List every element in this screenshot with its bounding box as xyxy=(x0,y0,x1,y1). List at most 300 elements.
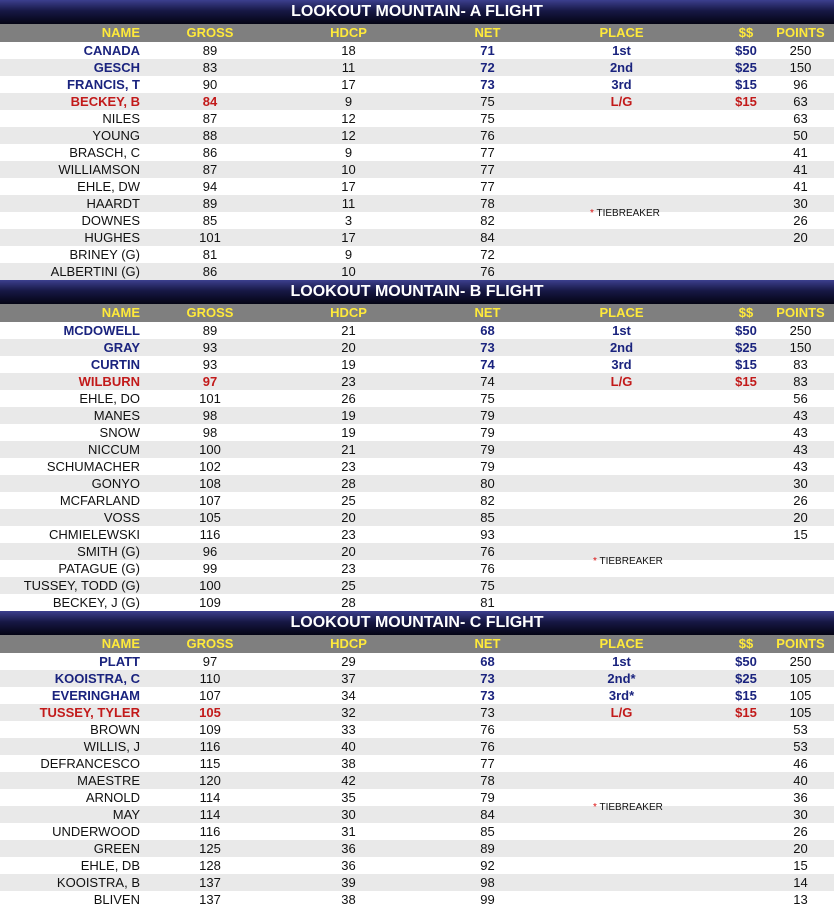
cell-name: VOSS xyxy=(103,510,140,525)
cell-place xyxy=(558,246,685,263)
cell-hdcp: 3 xyxy=(344,213,353,228)
cell-gross: 114 xyxy=(199,807,221,822)
cell-hdcp: 38 xyxy=(341,892,356,907)
table-row xyxy=(0,144,834,161)
cell-money: $25 xyxy=(735,340,757,355)
table-row xyxy=(0,110,834,127)
cell-net: 79 xyxy=(480,408,495,423)
cell-gross: 98 xyxy=(202,425,218,440)
table-row xyxy=(0,840,834,857)
cell-money xyxy=(685,823,767,840)
cell-gross: 96 xyxy=(202,544,218,559)
cell-points: 53 xyxy=(793,722,808,737)
cell-points: 56 xyxy=(793,391,808,406)
cell-money xyxy=(685,195,767,212)
table-row xyxy=(0,594,834,611)
cell-hdcp: 20 xyxy=(341,340,356,355)
cell-place xyxy=(558,424,685,441)
cell-net: 84 xyxy=(480,807,495,822)
cell-net: 79 xyxy=(480,790,495,805)
column-header-place: PLACE xyxy=(599,25,644,40)
cell-net: 68 xyxy=(480,654,495,669)
cell-hdcp: 32 xyxy=(341,705,356,720)
column-header-points: POINTS xyxy=(776,636,825,651)
cell-money xyxy=(685,840,767,857)
cell-place: 3rd* xyxy=(608,688,635,703)
cell-net: 71 xyxy=(480,43,495,58)
cell-points: 14 xyxy=(793,875,808,890)
cell-net: 79 xyxy=(480,425,495,440)
cell-name: MCFARLAND xyxy=(59,493,140,508)
cell-net: 76 xyxy=(480,544,495,559)
cell-money xyxy=(685,492,767,509)
table-row xyxy=(0,390,834,407)
flight-section xyxy=(0,280,834,611)
cell-gross: 105 xyxy=(199,510,221,525)
cell-name: WILLIAMSON xyxy=(58,162,140,177)
cell-place xyxy=(558,390,685,407)
cell-place xyxy=(558,144,685,161)
cell-points: 20 xyxy=(793,230,808,245)
table-row xyxy=(0,891,834,908)
cell-hdcp: 33 xyxy=(341,722,356,737)
table-row xyxy=(0,441,834,458)
table-row xyxy=(0,704,834,721)
cell-name: SCHUMACHER xyxy=(46,459,140,474)
tiebreaker-note xyxy=(593,556,663,567)
table-row xyxy=(0,653,834,670)
cell-money xyxy=(685,161,767,178)
cell-hdcp: 17 xyxy=(341,230,356,245)
table-row xyxy=(0,373,834,390)
cell-name: EHLE, DB xyxy=(80,858,140,873)
cell-place xyxy=(558,823,685,840)
tiebreaker-label: TIEBREAKER xyxy=(593,208,660,219)
cell-money: $25 xyxy=(735,671,757,686)
cell-net: 81 xyxy=(480,595,495,610)
cell-place xyxy=(558,110,685,127)
cell-points: 83 xyxy=(793,374,808,389)
cell-place xyxy=(558,772,685,789)
cell-net: 98 xyxy=(480,875,495,890)
cell-name: GESCH xyxy=(93,60,140,75)
cell-hdcp: 40 xyxy=(341,739,356,754)
cell-hdcp: 25 xyxy=(341,493,356,508)
cell-hdcp: 34 xyxy=(341,688,356,703)
cell-hdcp: 11 xyxy=(341,60,356,75)
cell-name: MANES xyxy=(93,408,140,423)
cell-name: EVERINGHAM xyxy=(51,688,140,703)
cell-name: GONYO xyxy=(91,476,140,491)
cell-hdcp: 19 xyxy=(341,408,356,423)
cell-gross: 93 xyxy=(202,340,218,355)
flight-title: LOOKOUT MOUNTAIN- A FLIGHT xyxy=(0,0,834,24)
cell-name: WILLIS, J xyxy=(83,739,140,754)
cell-hdcp: 10 xyxy=(341,162,356,177)
table-row xyxy=(0,509,834,526)
cell-points: 250 xyxy=(789,43,812,58)
cell-gross: 101 xyxy=(199,230,221,245)
cell-net: 74 xyxy=(480,374,495,389)
cell-name: MAY xyxy=(112,807,140,822)
cell-gross: 81 xyxy=(202,247,218,262)
cell-net: 78 xyxy=(480,773,495,788)
cell-hdcp: 36 xyxy=(341,841,356,856)
cell-gross: 107 xyxy=(199,688,221,703)
cell-hdcp: 28 xyxy=(341,476,356,491)
cell-hdcp: 30 xyxy=(341,807,356,822)
table-row xyxy=(0,93,834,110)
cell-net: 77 xyxy=(480,162,495,177)
table-row xyxy=(0,543,834,560)
cell-name: HUGHES xyxy=(84,230,140,245)
cell-place xyxy=(558,509,685,526)
cell-name: BECKEY, B xyxy=(70,94,140,109)
cell-name: MAESTRE xyxy=(77,773,140,788)
cell-hdcp: 25 xyxy=(341,578,356,593)
cell-hdcp: 23 xyxy=(341,527,356,542)
column-header-net: NET xyxy=(474,25,501,40)
cell-place xyxy=(558,178,685,195)
cell-gross: 107 xyxy=(199,493,221,508)
cell-net: 73 xyxy=(480,77,495,92)
cell-gross: 93 xyxy=(202,357,218,372)
cell-name: TUSSEY, TYLER xyxy=(39,705,140,720)
cell-money xyxy=(685,577,767,594)
cell-hdcp: 19 xyxy=(341,357,356,372)
cell-place xyxy=(558,407,685,424)
cell-money: $15 xyxy=(735,77,757,92)
cell-net: 76 xyxy=(480,561,495,576)
cell-money: $15 xyxy=(735,705,757,720)
cell-net: 73 xyxy=(480,688,495,703)
cell-points: 15 xyxy=(793,858,808,873)
cell-net: 73 xyxy=(480,671,495,686)
cell-name: FRANCIS, T xyxy=(67,77,140,92)
cell-points: 26 xyxy=(793,493,808,508)
column-header-money: $$ xyxy=(738,305,754,320)
cell-hdcp: 38 xyxy=(341,756,356,771)
cell-points xyxy=(767,594,834,611)
cell-hdcp: 26 xyxy=(341,391,356,406)
cell-points: 43 xyxy=(793,442,808,457)
table-row xyxy=(0,492,834,509)
cell-net: 93 xyxy=(480,527,495,542)
cell-hdcp: 9 xyxy=(344,145,353,160)
cell-name: NILES xyxy=(102,111,140,126)
cell-points: 250 xyxy=(789,654,812,669)
cell-money xyxy=(685,144,767,161)
cell-place xyxy=(558,594,685,611)
cell-name: DEFRANCESCO xyxy=(40,756,140,771)
column-header-gross: GROSS xyxy=(186,636,234,651)
column-header-hdcp: HDCP xyxy=(330,305,367,320)
column-header-name: NAME xyxy=(101,636,140,651)
table-row xyxy=(0,789,834,806)
cell-money: $50 xyxy=(735,43,757,58)
table-row xyxy=(0,407,834,424)
cell-gross: 97 xyxy=(202,374,218,389)
cell-points: 26 xyxy=(793,824,808,839)
cell-name: UNDERWOOD xyxy=(52,824,140,839)
table-row xyxy=(0,823,834,840)
cell-gross: 87 xyxy=(202,162,218,177)
column-header-money: $$ xyxy=(738,636,754,651)
cell-name: WILBURN xyxy=(78,374,140,389)
cell-net: 82 xyxy=(480,213,495,228)
cell-gross: 99 xyxy=(202,561,218,576)
table-row xyxy=(0,356,834,373)
cell-name: BLIVEN xyxy=(93,892,140,907)
cell-name: CHMIELEWSKI xyxy=(48,527,140,542)
cell-net: 75 xyxy=(480,94,495,109)
cell-place xyxy=(558,738,685,755)
cell-gross: 120 xyxy=(199,773,221,788)
table-row xyxy=(0,458,834,475)
cell-money xyxy=(685,594,767,611)
tiebreaker-note xyxy=(590,208,660,219)
cell-net: 76 xyxy=(480,722,495,737)
cell-money xyxy=(685,772,767,789)
table-row xyxy=(0,670,834,687)
cell-money xyxy=(685,789,767,806)
cell-gross: 86 xyxy=(202,264,218,279)
cell-points xyxy=(767,543,834,560)
cell-gross: 116 xyxy=(199,739,221,754)
cell-points: 43 xyxy=(793,459,808,474)
cell-points: 30 xyxy=(793,807,808,822)
tiebreaker-star: * xyxy=(593,802,597,813)
cell-gross: 90 xyxy=(202,77,218,92)
cell-place: L/G xyxy=(610,374,633,389)
cell-money xyxy=(685,526,767,543)
cell-money xyxy=(685,441,767,458)
cell-place xyxy=(558,492,685,509)
cell-net: 82 xyxy=(480,493,495,508)
cell-hdcp: 29 xyxy=(341,654,356,669)
cell-name: BROWN xyxy=(90,722,140,737)
cell-name: BRASCH, C xyxy=(69,145,140,160)
cell-name: BRINEY (G) xyxy=(69,247,140,262)
column-header-place: PLACE xyxy=(599,305,644,320)
table-row xyxy=(0,560,834,577)
cell-gross: 89 xyxy=(202,196,218,211)
cell-name: GREEN xyxy=(93,841,140,856)
cell-gross: 88 xyxy=(202,128,218,143)
cell-name: ALBERTINI (G) xyxy=(50,264,140,279)
table-header xyxy=(0,24,834,42)
column-header-place: PLACE xyxy=(599,636,644,651)
cell-hdcp: 20 xyxy=(341,510,356,525)
cell-gross: 137 xyxy=(199,892,221,907)
cell-name: NICCUM xyxy=(88,442,140,457)
table-row xyxy=(0,212,834,229)
cell-hdcp: 21 xyxy=(341,442,356,457)
cell-net: 68 xyxy=(480,323,495,338)
cell-name: HAARDT xyxy=(86,196,140,211)
cell-points xyxy=(767,263,834,280)
cell-money xyxy=(685,475,767,492)
cell-gross: 100 xyxy=(199,442,221,457)
cell-hdcp: 37 xyxy=(341,671,356,686)
cell-points xyxy=(767,560,834,577)
cell-place: 2nd* xyxy=(607,671,636,686)
flight-title: LOOKOUT MOUNTAIN- C FLIGHT xyxy=(0,611,834,635)
cell-name: KOOISTRA, B xyxy=(56,875,140,890)
cell-money xyxy=(685,891,767,908)
tiebreaker-note xyxy=(593,802,663,813)
cell-name: CANADA xyxy=(83,43,140,58)
cell-gross: 86 xyxy=(202,145,218,160)
cell-net: 79 xyxy=(480,442,495,457)
cell-net: 72 xyxy=(480,60,495,75)
cell-net: 75 xyxy=(480,578,495,593)
table-row xyxy=(0,127,834,144)
cell-place: 2nd xyxy=(609,340,634,355)
cell-place xyxy=(558,721,685,738)
cell-net: 77 xyxy=(480,756,495,771)
cell-hdcp: 28 xyxy=(341,595,356,610)
cell-hdcp: 23 xyxy=(341,374,356,389)
cell-points: 50 xyxy=(793,128,808,143)
cell-money xyxy=(685,738,767,755)
flight-title: LOOKOUT MOUNTAIN- B FLIGHT xyxy=(0,280,834,304)
table-row xyxy=(0,76,834,93)
cell-gross: 83 xyxy=(202,60,218,75)
cell-net: 75 xyxy=(480,111,495,126)
cell-money xyxy=(685,390,767,407)
cell-place: 1st xyxy=(612,323,631,338)
column-header-hdcp: HDCP xyxy=(330,25,367,40)
cell-points: 41 xyxy=(793,179,808,194)
cell-points: 43 xyxy=(793,408,808,423)
cell-place xyxy=(558,458,685,475)
column-header-points: POINTS xyxy=(776,305,825,320)
table-row xyxy=(0,772,834,789)
cell-points: 40 xyxy=(793,773,808,788)
cell-points: 20 xyxy=(793,841,808,856)
cell-hdcp: 23 xyxy=(341,561,356,576)
cell-money: $50 xyxy=(735,323,757,338)
table-header xyxy=(0,635,834,653)
cell-gross: 115 xyxy=(199,756,221,771)
cell-money: $25 xyxy=(735,60,757,75)
cell-gross: 114 xyxy=(199,790,221,805)
cell-points: 30 xyxy=(793,476,808,491)
cell-net: 73 xyxy=(480,705,495,720)
cell-place xyxy=(558,857,685,874)
cell-name: TUSSEY, TODD (G) xyxy=(23,578,140,593)
cell-place xyxy=(558,755,685,772)
cell-points: 20 xyxy=(793,510,808,525)
cell-gross: 137 xyxy=(199,875,221,890)
table-row xyxy=(0,263,834,280)
cell-gross: 110 xyxy=(199,671,221,686)
cell-net: 76 xyxy=(480,128,495,143)
cell-gross: 116 xyxy=(199,824,221,839)
table-header xyxy=(0,304,834,322)
cell-place xyxy=(558,475,685,492)
cell-name: MCDOWELL xyxy=(63,323,140,338)
cell-place xyxy=(558,441,685,458)
cell-points: 63 xyxy=(793,111,808,126)
cell-hdcp: 19 xyxy=(341,425,356,440)
cell-money: $15 xyxy=(735,688,757,703)
cell-points: 96 xyxy=(793,77,808,92)
cell-net: 92 xyxy=(480,858,495,873)
table-row xyxy=(0,526,834,543)
cell-money xyxy=(685,407,767,424)
cell-gross: 89 xyxy=(202,43,218,58)
table-row xyxy=(0,755,834,772)
cell-money xyxy=(685,424,767,441)
tiebreaker-label: TIEBREAKER xyxy=(596,556,663,567)
cell-gross: 89 xyxy=(202,323,218,338)
cell-money xyxy=(685,721,767,738)
cell-points xyxy=(767,577,834,594)
cell-points: 41 xyxy=(793,145,808,160)
cell-points: 150 xyxy=(789,60,812,75)
cell-name: DOWNES xyxy=(81,213,140,228)
cell-points: 105 xyxy=(789,705,812,720)
cell-hdcp: 9 xyxy=(344,94,353,109)
cell-points: 105 xyxy=(789,688,812,703)
cell-hdcp: 21 xyxy=(341,323,356,338)
cell-hdcp: 17 xyxy=(341,179,356,194)
cell-money: $15 xyxy=(735,374,757,389)
flight-section xyxy=(0,611,834,908)
column-header-net: NET xyxy=(474,636,501,651)
cell-money xyxy=(685,806,767,823)
cell-gross: 94 xyxy=(202,179,218,194)
table-row xyxy=(0,195,834,212)
cell-gross: 87 xyxy=(202,111,218,126)
cell-hdcp: 12 xyxy=(341,111,356,126)
cell-place xyxy=(558,891,685,908)
cell-gross: 128 xyxy=(199,858,221,873)
cell-money xyxy=(685,755,767,772)
cell-net: 77 xyxy=(480,179,495,194)
cell-money xyxy=(685,560,767,577)
table-row xyxy=(0,577,834,594)
cell-name: BECKEY, J (G) xyxy=(52,595,140,610)
cell-hdcp: 23 xyxy=(341,459,356,474)
tiebreaker-star: * xyxy=(590,208,594,219)
cell-place xyxy=(558,840,685,857)
cell-gross: 85 xyxy=(202,213,218,228)
cell-money xyxy=(685,212,767,229)
cell-hdcp: 42 xyxy=(341,773,356,788)
cell-gross: 125 xyxy=(199,841,221,856)
cell-money xyxy=(685,127,767,144)
column-header-net: NET xyxy=(474,305,501,320)
cell-gross: 101 xyxy=(199,391,221,406)
cell-place: L/G xyxy=(610,705,633,720)
cell-place: 1st xyxy=(612,43,631,58)
cell-gross: 100 xyxy=(199,578,221,593)
table-row xyxy=(0,857,834,874)
column-header-money: $$ xyxy=(738,25,754,40)
cell-points: 41 xyxy=(793,162,808,177)
cell-name: SMITH (G) xyxy=(77,544,140,559)
cell-net: 84 xyxy=(480,230,495,245)
cell-net: 76 xyxy=(480,264,495,279)
cell-hdcp: 20 xyxy=(341,544,356,559)
table-row xyxy=(0,229,834,246)
table-row xyxy=(0,424,834,441)
cell-place: L/G xyxy=(610,94,633,109)
cell-money xyxy=(685,263,767,280)
